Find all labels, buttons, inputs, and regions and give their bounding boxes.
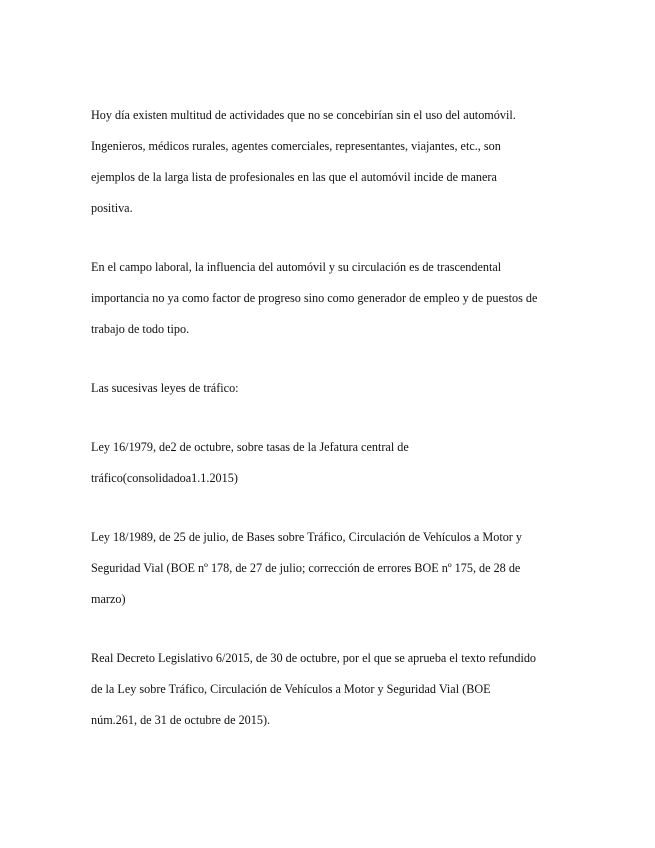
paragraph-automobile-activities bbox=[91, 103, 571, 227]
text-line: núm.261, de 31 de octubre de 2015). bbox=[91, 713, 271, 727]
paragraph-spacer bbox=[91, 497, 571, 525]
text-line: En el campo laboral, la influencia del automóvil y su circulación es de trascendental bbox=[91, 260, 502, 274]
text-line: importancia no ya como factor de progreso sino como generador de empleo y de puestos de bbox=[91, 291, 538, 305]
text-line: Las sucesivas leyes de tráfico: bbox=[91, 381, 239, 395]
text-line: positiva. bbox=[91, 201, 133, 215]
paragraph-traffic-laws-heading bbox=[91, 376, 571, 407]
paragraph-spacer bbox=[91, 227, 571, 255]
text-line: marzo) bbox=[91, 592, 126, 606]
paragraph-spacer bbox=[91, 348, 571, 376]
text-line: Hoy día existen multitud de actividades que no se concebirían sin el uso del automóvil. bbox=[91, 108, 516, 122]
paragraph-ley-16-1979 bbox=[91, 435, 571, 497]
text-line: tráfico(consolidadoa1.1.2015) bbox=[91, 471, 238, 485]
text-line: Ingenieros, médicos rurales, agentes comerciales, representantes, viajantes, etc., son bbox=[91, 139, 501, 153]
text-line: Ley 16/1979, de2 de octubre, sobre tasas de la Jefatura central de bbox=[91, 440, 409, 454]
paragraph-ley-18-1989 bbox=[91, 525, 571, 618]
text-line: ejemplos de la larga lista de profesionales en las que el automóvil incide de manera bbox=[91, 170, 497, 184]
text-line: Real Decreto Legislativo 6/2015, de 30 de octubre, por el que se aprueba el texto refundido bbox=[91, 651, 537, 665]
paragraph-labour-field bbox=[91, 255, 571, 348]
paragraph-real-decreto-6-2015 bbox=[91, 646, 571, 739]
text-line: trabajo de todo tipo. bbox=[91, 322, 190, 336]
text-line: Ley 18/1989, de 25 de julio, de Bases sobre Tráfico, Circulación de Vehículos a Motor y bbox=[91, 530, 522, 544]
paragraph-spacer bbox=[91, 618, 571, 646]
text-line: de la Ley sobre Tráfico, Circulación de Vehículos a Motor y Seguridad Vial (BOE bbox=[91, 682, 491, 696]
document-body bbox=[91, 103, 571, 739]
text-line: Seguridad Vial (BOE nº 178, de 27 de julio; corrección de errores BOE nº 175, de 28 de bbox=[91, 561, 521, 575]
paragraph-spacer bbox=[91, 407, 571, 435]
